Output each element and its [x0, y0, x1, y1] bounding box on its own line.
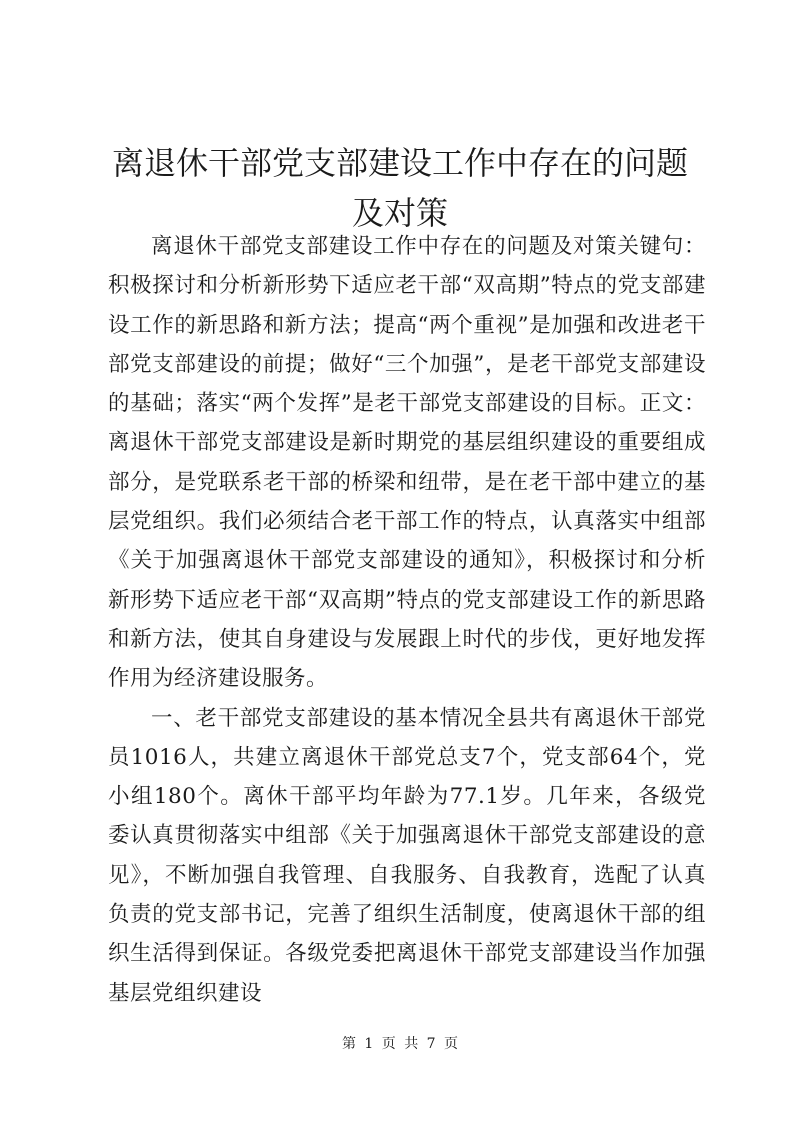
page-footer: 第 1 页 共 7 页	[341, 1036, 459, 1052]
document-title: 离退休干部党支部建设工作中存在的问题及对策	[111, 144, 688, 232]
body-paragraph-1: 离退休干部党支部建设工作中存在的问题及对策关键句：积极探讨和分析新形势下适应老干部“双高期”特点的党支部建设工作的新思路和新方法；提高“两个重视”是加强和改进老干部党支部建设的前提；做好“三个加强”，是老干部党支部建设的基础；落实“两个发挥”是老干部党支部建设的目标。正文：离退休干部党支部建设是新时期党的基层组织建设的重要组成部分，是党联系老干部的桥梁和纽带，是在老干部中建立的基层党组织。我们必须结合老干部工作的特点，认真落实中组部《关于加强离退休干部党支部建设的通知》，积极探讨和分析新形势下适应老干部“双高期”特点的党支部建设工作的新思路和新方法，使其自身建设与发展跟上时代的步伐，更好地发挥作用为经济建设服务。	[108, 234, 706, 692]
body-paragraph-2: 一、老干部党支部建设的基本情况全县共有离退休干部党员1016人，共建立离退休干部党总支7个，党支部64个，党小组180个。离休干部平均年龄为77.1岁。几年来，各级党委认真贯彻落实中组部《关于加强离退休干部党支部建设的意见》，不断加强自我管理、自我服务、自我教育，选配了认真负责的党支部书记，完善了组织生活制度，使离退休干部的组织生活得到保证。各级党委把离退休干部党支部建设当作加强基层党组织建设	[108, 705, 706, 1006]
document-body	[108, 227, 706, 1013]
